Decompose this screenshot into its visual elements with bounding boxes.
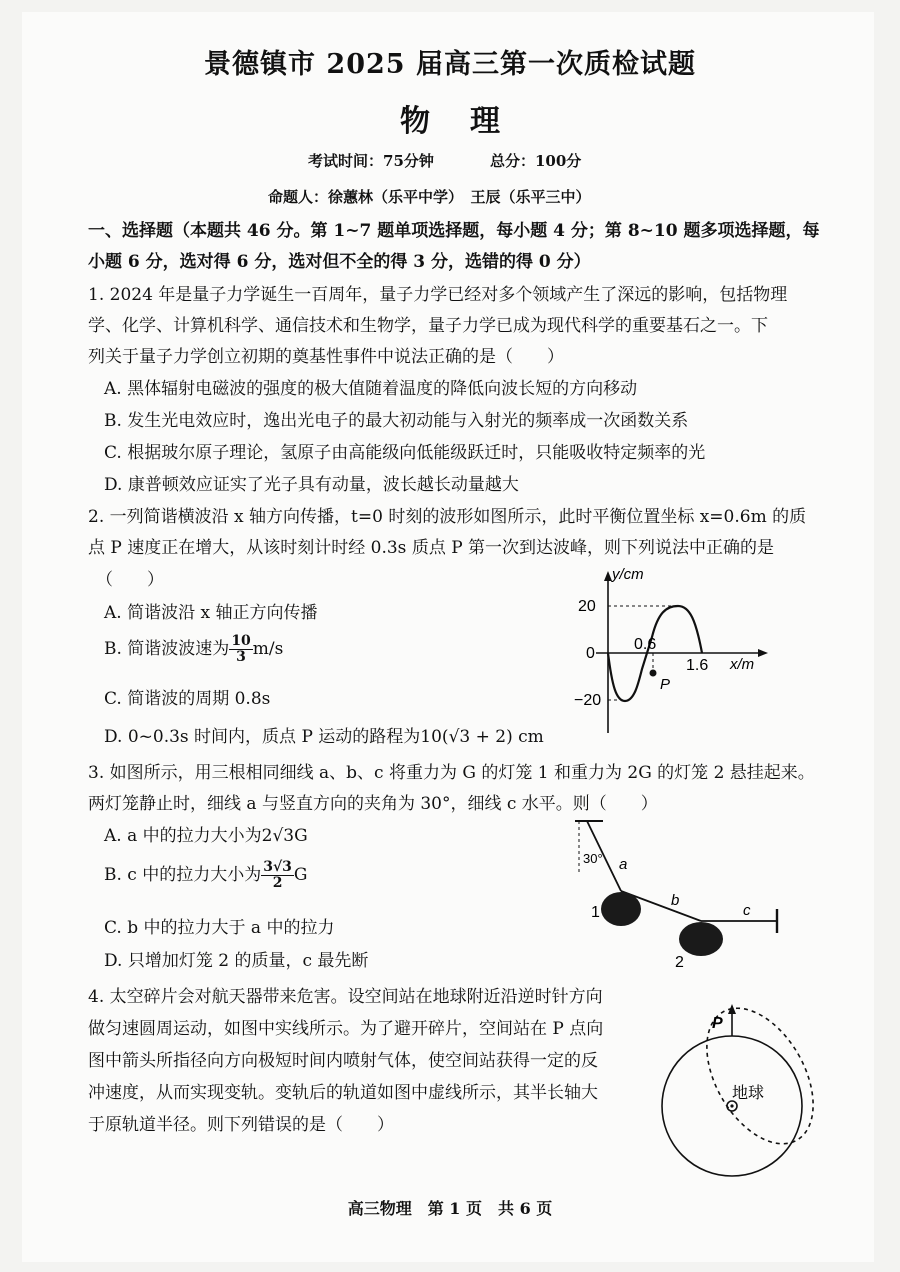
q2-option-c: C. 简谐波的周期 0.8s xyxy=(104,689,271,709)
q3-stem-line2: 两灯笼静止时，细线 a 与竖直方向的夹角为 30°，细线 c 水平。则（ ） xyxy=(88,794,658,814)
y-tick-bottom: −20 xyxy=(574,692,602,709)
lantern-1-label: 1 xyxy=(591,904,600,921)
q2-option-a: A. 简谐波沿 x 轴正方向传播 xyxy=(104,603,318,623)
q4-stem-line1: 4. 太空碎片会对航天器带来危害。设空间站在地球附近沿逆时针方向 xyxy=(88,987,603,1007)
string-c-label: c xyxy=(743,902,751,919)
q2-option-b-text: B. 简谐波波速为 xyxy=(104,639,230,659)
exam-title: 景德镇市 2025 届高三第一次质检试题 xyxy=(204,49,696,80)
y-axis-label: y/cm xyxy=(612,566,644,583)
string-a-label: a xyxy=(619,856,628,873)
q4-orbit-figure xyxy=(650,990,830,1180)
fraction-denominator: 3 xyxy=(236,649,246,665)
q3-option-c: C. b 中的拉力大于 a 中的拉力 xyxy=(104,918,335,938)
subject-title: 物理 xyxy=(400,104,540,139)
fraction-denominator: 2 xyxy=(272,875,283,891)
lantern-1 xyxy=(601,892,641,926)
total-score: 总分：100分 xyxy=(490,152,582,170)
q2-option-b-unit: m/s xyxy=(252,639,284,659)
earth-label: 地球 xyxy=(732,1085,765,1102)
q1-stem-line2: 学、化学、计算机科学、通信技术和生物学，量子力学已成为现代科学的重要基石之一。下 xyxy=(88,316,768,336)
string-b-label: b xyxy=(671,892,680,909)
q4-stem-line3: 图中箭头所指径向方向极短时间内喷射气体，使空间站获得一定的反 xyxy=(88,1051,598,1071)
q4-stem-line4: 冲速度，从而实现变轨。变轨后的轨道如图中虚线所示，其半长轴大 xyxy=(88,1083,598,1103)
angle-label: 30° xyxy=(583,851,603,866)
q2-stem-line1: 2. 一列简谐横波沿 x 轴方向传播，t=0 时刻的波形如图所示，此时平衡位置坐标 x=0.6m 的质 xyxy=(88,507,807,527)
fraction-numerator: 10 xyxy=(231,633,251,649)
section-heading-line2: 小题 6 分，选对得 6 分，选对但不全的得 3 分，选错的得 0 分） xyxy=(88,252,591,272)
x-axis-label: x/m xyxy=(730,656,755,673)
x-tick-1-6: 1.6 xyxy=(686,657,709,674)
elliptical-orbit xyxy=(685,990,830,1162)
earth-center xyxy=(730,1104,733,1107)
fraction-numerator: 3√3 xyxy=(263,859,292,875)
y-tick-top: 20 xyxy=(578,598,596,615)
origin-label: 0 xyxy=(586,645,595,662)
point-p-label: P xyxy=(660,676,671,693)
q2-option-d: D. 0~0.3s 时间内，质点 P 运动的路程为10(√3 + 2) cm xyxy=(104,727,544,747)
exam-time: 考试时间：75分钟 xyxy=(308,152,434,170)
q3-option-b-fraction xyxy=(261,860,294,891)
q2-option-b xyxy=(104,634,283,665)
lantern-2 xyxy=(679,922,723,956)
x-axis-arrow-icon xyxy=(758,649,768,657)
exam-authors: 命题人：徐蕙林（乐平中学） 王辰（乐平三中） xyxy=(268,188,591,206)
point-p-label: P xyxy=(712,1015,723,1032)
page-footer: 高三物理 第 1 页 共 6 页 xyxy=(347,1199,553,1218)
q2-stem-line3: （ ） xyxy=(96,570,164,590)
q3-option-b-unit: G xyxy=(293,865,308,885)
q4-stem-line2: 做匀速圆周运动，如图中实线所示。为了避开碎片，空间站在 P 点向 xyxy=(88,1019,604,1039)
y-axis-arrow-icon xyxy=(604,571,612,581)
point-p xyxy=(650,670,657,677)
q3-lantern-figure xyxy=(575,815,785,975)
q3-option-d: D. 只增加灯笼 2 的质量，c 最先断 xyxy=(104,951,369,971)
q1-option-a: A. 黑体辐射电磁波的强度的极大值随着温度的降低向波长短的方向移动 xyxy=(104,379,638,399)
q3-option-a: A. a 中的拉力大小为2√3G xyxy=(104,826,308,846)
q1-option-b: B. 发生光电效应时，逸出光电子的最大初动能与入射光的频率成一次函数关系 xyxy=(104,411,689,431)
q2-stem-line2: 点 P 速度正在增大，从该时刻计时经 0.3s 质点 P 第一次到达波峰，则下列说法中正确的是 xyxy=(88,538,775,558)
lantern-2-label: 2 xyxy=(675,954,684,971)
q3-option-b xyxy=(104,860,308,891)
q1-stem-line3: 列关于量子力学创立初期的奠基性事件中说法正确的是（ ） xyxy=(88,347,564,367)
q3-option-b-text: B. c 中的拉力大小为 xyxy=(104,865,262,885)
q2-wave-figure xyxy=(572,565,772,737)
q4-stem-line5: 于原轨道半径。则下列错误的是（ ） xyxy=(88,1115,394,1135)
q1-option-d: D. 康普顿效应证实了光子具有动量，波长越长动量越大 xyxy=(104,475,519,495)
q3-stem-line1: 3. 如图所示，用三根相同细线 a、b、c 将重力为 G 的灯笼 1 和重力为 2G 的灯笼 2 悬挂起来。 xyxy=(88,763,815,783)
q1-option-c: C. 根据玻尔原子理论，氢原子由高能级向低能级跃迁时，只能吸收特定频率的光 xyxy=(104,443,706,463)
section-heading-line1: 一、选择题（本题共 46 分。第 1~7 题单项选择题，每小题 4 分；第 8~10 题多项选择题，每 xyxy=(88,221,820,241)
q2-option-b-fraction xyxy=(229,634,252,665)
q1-stem-line1: 1. 2024 年是量子力学诞生一百周年，量子力学已经对多个领域产生了深远的影响，包括物理 xyxy=(88,285,788,305)
x-tick-0-6: 0.6 xyxy=(634,636,657,653)
